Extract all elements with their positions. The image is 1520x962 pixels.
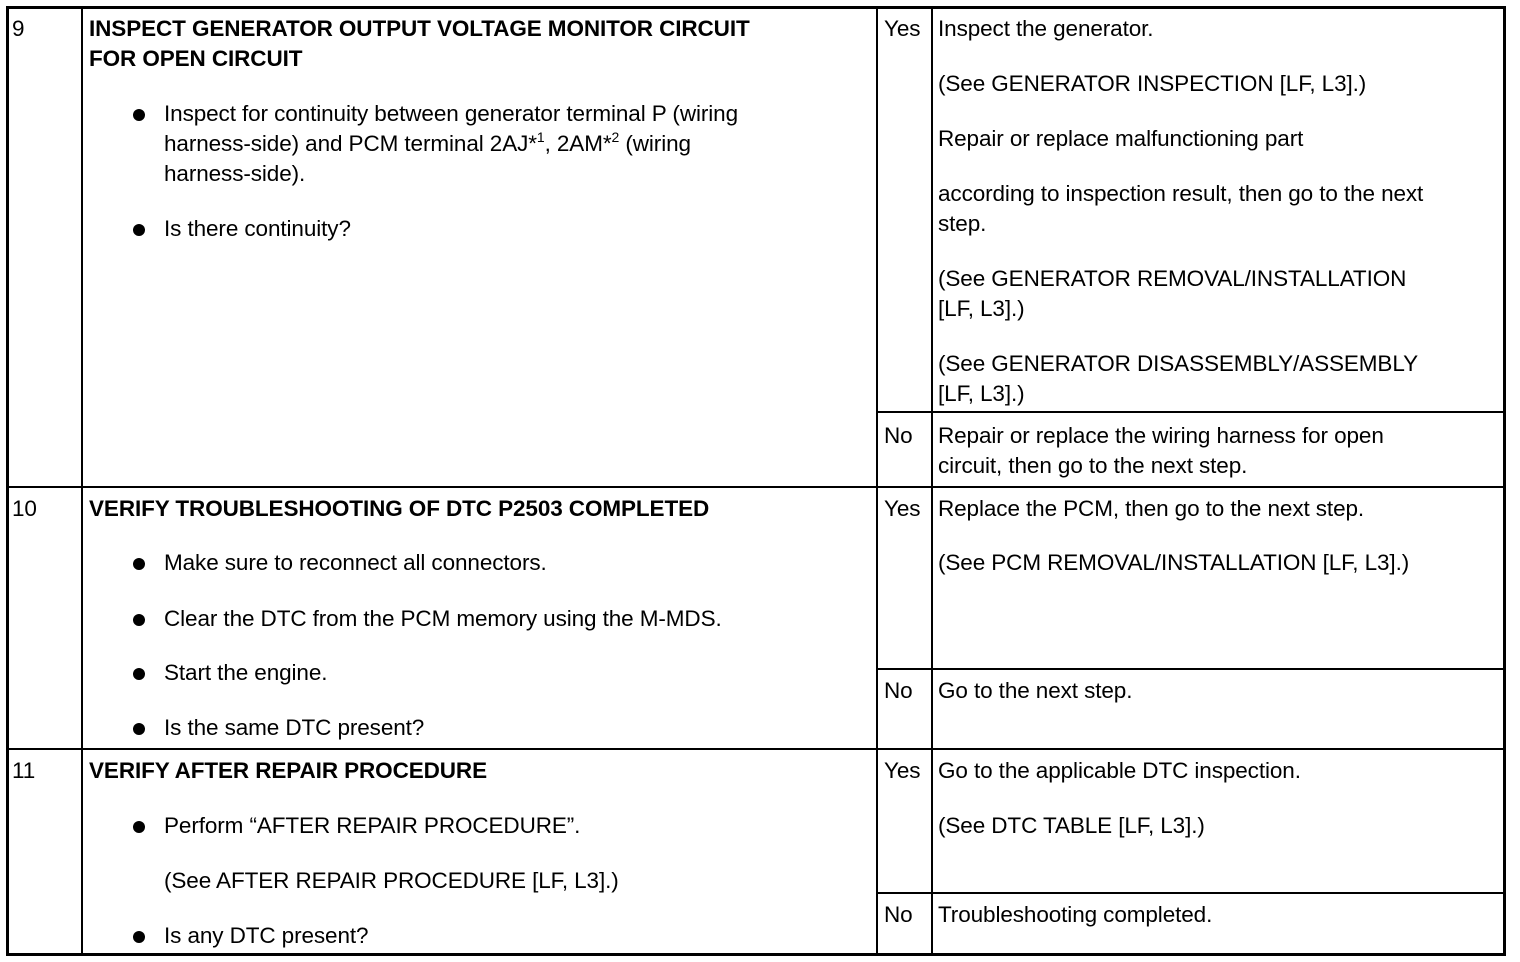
instruction-question: Is any DTC present? (164, 923, 369, 948)
yes-action-text: (See GENERATOR REMOVAL/INSTALLATION (938, 266, 1407, 291)
yes-action-text: Go to the applicable DTC inspection. (938, 758, 1301, 783)
step-number: 11 (12, 758, 36, 783)
row-divider-10-11 (6, 748, 1506, 750)
instruction-text: Make sure to reconnect all connectors. (164, 550, 547, 575)
no-label: No (884, 902, 913, 927)
bullet-icon (133, 558, 145, 570)
step-title: INSPECT GENERATOR OUTPUT VOLTAGE MONITOR CIRCUIT (89, 16, 750, 41)
instruction-question: Is the same DTC present? (164, 715, 425, 740)
no-action-text: Troubleshooting completed. (938, 902, 1213, 927)
instruction-text: Clear the DTC from the PCM memory using the M-MDS. (164, 606, 722, 631)
column-divider-result (931, 6, 933, 956)
step-title: VERIFY TROUBLESHOOTING OF DTC P2503 COMPLETED (89, 496, 710, 521)
bullet-icon (133, 224, 145, 236)
yes-action-text: (See DTC TABLE [LF, L3].) (938, 813, 1205, 838)
yes-label: Yes (884, 16, 921, 41)
yes-action-text: Repair or replace malfunctioning part (938, 126, 1304, 151)
no-action-text: Repair or replace the wiring harness for open (938, 423, 1384, 448)
yes-no-divider-11 (876, 892, 1506, 894)
bullet-icon (133, 614, 145, 626)
yes-action-text: Inspect the generator. (938, 16, 1154, 41)
yes-label: Yes (884, 496, 921, 521)
bullet-icon (133, 821, 145, 833)
yes-action-text: (See PCM REMOVAL/INSTALLATION [LF, L3].) (938, 550, 1410, 575)
step-number: 10 (12, 496, 37, 521)
no-action-text: Go to the next step. (938, 678, 1133, 703)
step-number: 9 (12, 16, 25, 41)
bullet-icon (133, 668, 145, 680)
yes-action-text: Replace the PCM, then go to the next step. (938, 496, 1365, 521)
instruction-text: Inspect for continuity between generator terminal P (wiring (164, 101, 738, 126)
yes-action-text: (See GENERATOR DISASSEMBLY/ASSEMBLY (938, 351, 1418, 376)
instruction-text: harness-side). (164, 161, 306, 186)
instruction-text: Perform “AFTER REPAIR PROCEDURE”. (164, 813, 581, 838)
row-divider-9-10 (6, 486, 1506, 488)
instruction-question: Is there continuity? (164, 216, 351, 241)
yes-no-divider-10 (876, 668, 1506, 670)
yes-action-text: [LF, L3].) (938, 296, 1025, 321)
step-title: FOR OPEN CIRCUIT (89, 46, 303, 71)
no-label: No (884, 423, 913, 448)
bullet-icon (133, 109, 145, 121)
yes-action-text: [LF, L3].) (938, 381, 1025, 406)
bullet-icon (133, 931, 145, 943)
instruction-text: Start the engine. (164, 660, 328, 685)
yes-action-text: step. (938, 211, 987, 236)
yes-no-divider-9 (876, 411, 1506, 413)
yes-action-text: according to inspection result, then go to the next (938, 181, 1424, 206)
column-divider-step (81, 6, 83, 956)
reference-note: (See AFTER REPAIR PROCEDURE [LF, L3].) (164, 868, 619, 893)
instruction-text: harness-side) and PCM terminal 2AJ*$^1$, 2AM*$^2$ (wiring (164, 129, 691, 156)
yes-label: Yes (884, 758, 921, 783)
column-divider-action (876, 6, 878, 956)
bullet-icon (133, 723, 145, 735)
yes-action-text: (See GENERATOR INSPECTION [LF, L3].) (938, 71, 1367, 96)
step-title: VERIFY AFTER REPAIR PROCEDURE (89, 758, 487, 783)
no-action-text: circuit, then go to the next step. (938, 453, 1248, 478)
no-label: No (884, 678, 913, 703)
